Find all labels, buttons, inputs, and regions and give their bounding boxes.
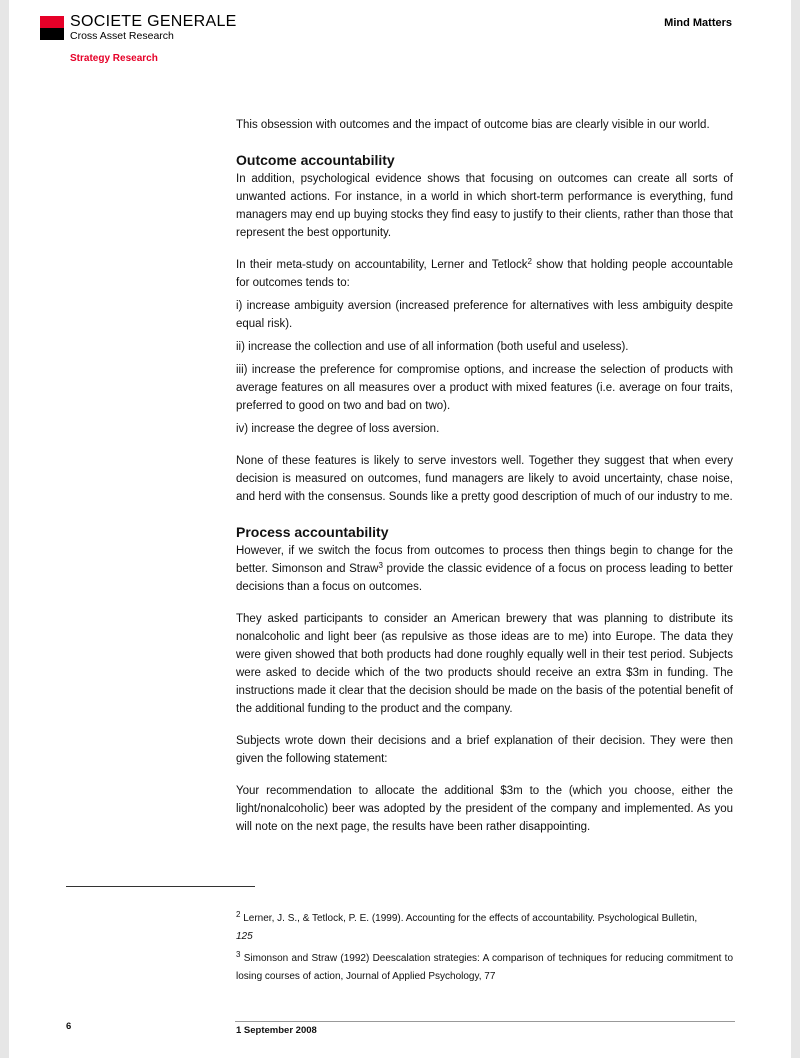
- paragraph-process: [236, 542, 733, 596]
- footnote-2: [236, 910, 733, 946]
- logo-red-block: [40, 16, 64, 28]
- meta-study-text-b: show that holding people accountable for outcomes tends to:: [236, 259, 733, 289]
- paragraph-outcomes: In addition, psychological evidence shows that focusing on outcomes can create all sorts of unwanted actions. For instance, in a world in which short-term performance is everything, fund managers may end up buying stocks they find easy to justify to their clients, rather than those that represent the best opportunity.: [236, 173, 733, 239]
- brand-name: SOCIETE GENERALE: [70, 13, 237, 30]
- footnote-ref-2: 2: [527, 257, 532, 266]
- list-item: iii) increase the preference for compromise options, and increase the selection of products with average features on all measures over a product with mixed features (i.e. average on four traits, preferred to good on two and bad on two).: [236, 364, 733, 412]
- intro-paragraph: This obsession with outcomes and the impact of outcome bias are clearly visible in our world.: [236, 119, 710, 131]
- heading-outcome-accountability: Outcome accountability: [236, 152, 395, 168]
- page-frame-left: [0, 0, 9, 1058]
- process-text-b: provide the classic evidence of a focus on process leading to better decisions than a focus on outcomes.: [236, 563, 734, 593]
- page-frame-right: [791, 0, 800, 1058]
- footnote-3-number: 3: [236, 950, 241, 959]
- article-body: [236, 116, 733, 836]
- footnote-3: [236, 950, 733, 986]
- publication-date: 1 September 2008: [236, 1025, 317, 1036]
- section-label: Strategy Research: [70, 53, 158, 64]
- publication-title: Mind Matters: [664, 17, 732, 29]
- footnote-3-text: Simonson and Straw (1992) Deescalation strategies: A comparison of techniques for reducing commitment to losing courses of action, Journal of Applied Psychology, 77: [236, 953, 733, 982]
- meta-study-text-a: In their meta-study on accountability, Lerner and Tetlock: [236, 259, 528, 271]
- list-item: ii) increase the collection and use of all information (both useful and useless).: [236, 341, 629, 353]
- footnote-2-text: Lerner, J. S., & Tetlock, P. E. (1999). Accounting for the effects of accountability. Psychological Bulletin,: [240, 913, 698, 924]
- process-text-a: However, if we switch the focus from outcomes to process then things begin to change for the better. Simonson and Straw: [236, 545, 733, 575]
- list-item: i) increase ambiguity aversion (increased preference for alternatives with less ambiguity despite equal risk).: [236, 300, 733, 330]
- list-item: iv) increase the degree of loss aversion.: [236, 423, 440, 435]
- brand-subtitle: Cross Asset Research: [70, 30, 174, 42]
- footnotes: [236, 910, 733, 986]
- paragraph-meta-study: [236, 256, 733, 292]
- page-number: 6: [66, 1021, 72, 1032]
- paragraph-brewery: They asked participants to consider an American brewery that was planning to distribute its nonalcoholic and light beer (as repulsive as those ideas are to me) into Europe. The data they were given showed that both products had done roughly equally well in their test period. Subjects were asked to decide which of the two products should receive an extra $3m in funding. The instructions made it clear that the decision should be made on the basis of the potential benefit of the additional funding to the product and the company.: [236, 613, 733, 715]
- societe-generale-logo: [40, 16, 64, 40]
- paragraph-subjects: Subjects wrote down their decisions and a brief explanation of their decision. They were then given the following statement:: [236, 735, 733, 765]
- footnote-divider: [66, 886, 255, 887]
- paragraph-none-serve: None of these features is likely to serve investors well. Together they suggest that when every decision is measured on outcomes, fund managers are likely to avoid uncertainty, chase noise, and herd with the consensus. Sounds like a pretty good description of much of our industry to me.: [236, 455, 733, 503]
- footer-divider: [235, 1021, 735, 1022]
- logo-black-block: [40, 28, 64, 40]
- footnote-2-volume: 125: [236, 931, 253, 942]
- footnote-2-number: 2: [236, 910, 241, 919]
- footnote-ref-3: 3: [378, 561, 383, 570]
- heading-process-accountability: Process accountability: [236, 524, 389, 540]
- paragraph-recommendation: Your recommendation to allocate the additional $3m to the (which you choose, either the light/nonalcoholic) beer was adopted by the president of the company and implemented. As you will note on the next page, the results have been rather disappointing.: [236, 785, 733, 833]
